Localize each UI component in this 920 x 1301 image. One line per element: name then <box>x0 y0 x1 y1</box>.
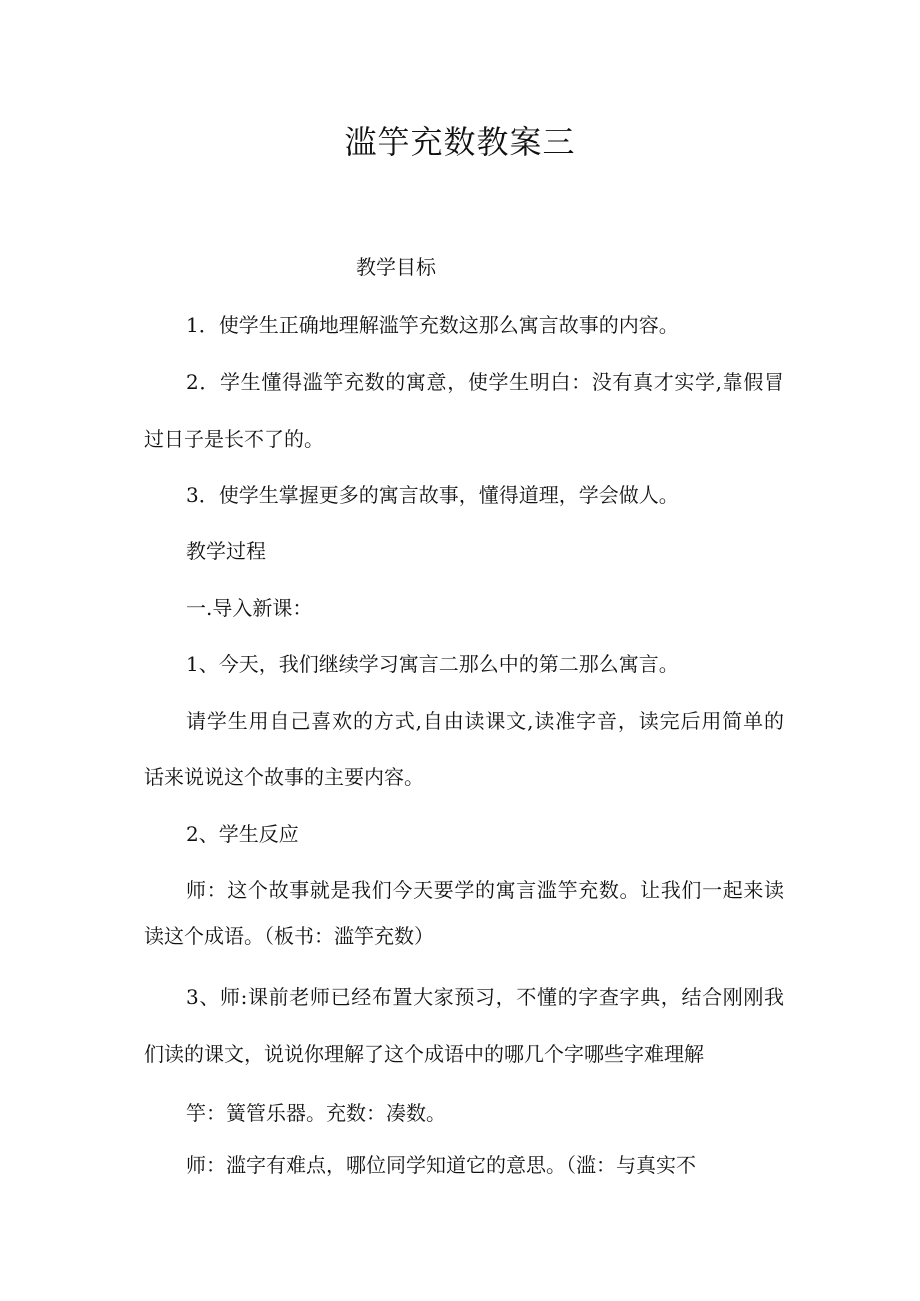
paragraph-line: 话来说说这个故事的主要内容。 <box>144 765 424 789</box>
paragraph-line: 请学生用自己喜欢的方式,自由读课文,读准字音，读完后用简单的 <box>186 709 784 733</box>
paragraph-line: 竽：簧管乐器。充数：凑数。 <box>186 1101 446 1125</box>
paragraph-line: 1、今天，我们继续学习寓言二那么中的第二那么寓言。 <box>186 652 679 676</box>
paragraph-line: 师：滥字有难点，哪位同学知道它的意思。（滥：与真实不 <box>186 1153 696 1177</box>
paragraph-line: 们读的课文，说说你理解了这个成语中的哪几个字哪些字难理解 <box>144 1042 704 1066</box>
paragraph-line: 2、学生反应 <box>186 822 299 846</box>
paragraph-line: 过日子是长不了的。 <box>144 427 324 451</box>
document-title: 滥竽充数教案三 <box>344 123 576 161</box>
paragraph-line: 3．使学生掌握更多的寓言故事，懂得道理，学会做人。 <box>186 483 679 507</box>
paragraph-line: 3、师:课前老师已经布置大家预习，不懂的字查字典，结合刚刚我 <box>186 985 784 1009</box>
paragraph-line: 师：这个故事就是我们今天要学的寓言滥竽充数。让我们一起来读 <box>186 878 784 902</box>
paragraph-line: 读这个成语。（板书：滥竽充数） <box>144 924 434 948</box>
section-heading-goals: 教学目标 <box>356 255 436 279</box>
paragraph-line: 2．学生懂得滥竽充数的寓意，使学生明白：没有真才实学,靠假冒 <box>186 370 784 394</box>
section-heading-process: 教学过程 <box>186 539 266 563</box>
paragraph-line: 1．使学生正确地理解滥竽充数这那么寓言故事的内容。 <box>186 313 679 337</box>
paragraph-line: 一.导入新课： <box>186 596 313 620</box>
